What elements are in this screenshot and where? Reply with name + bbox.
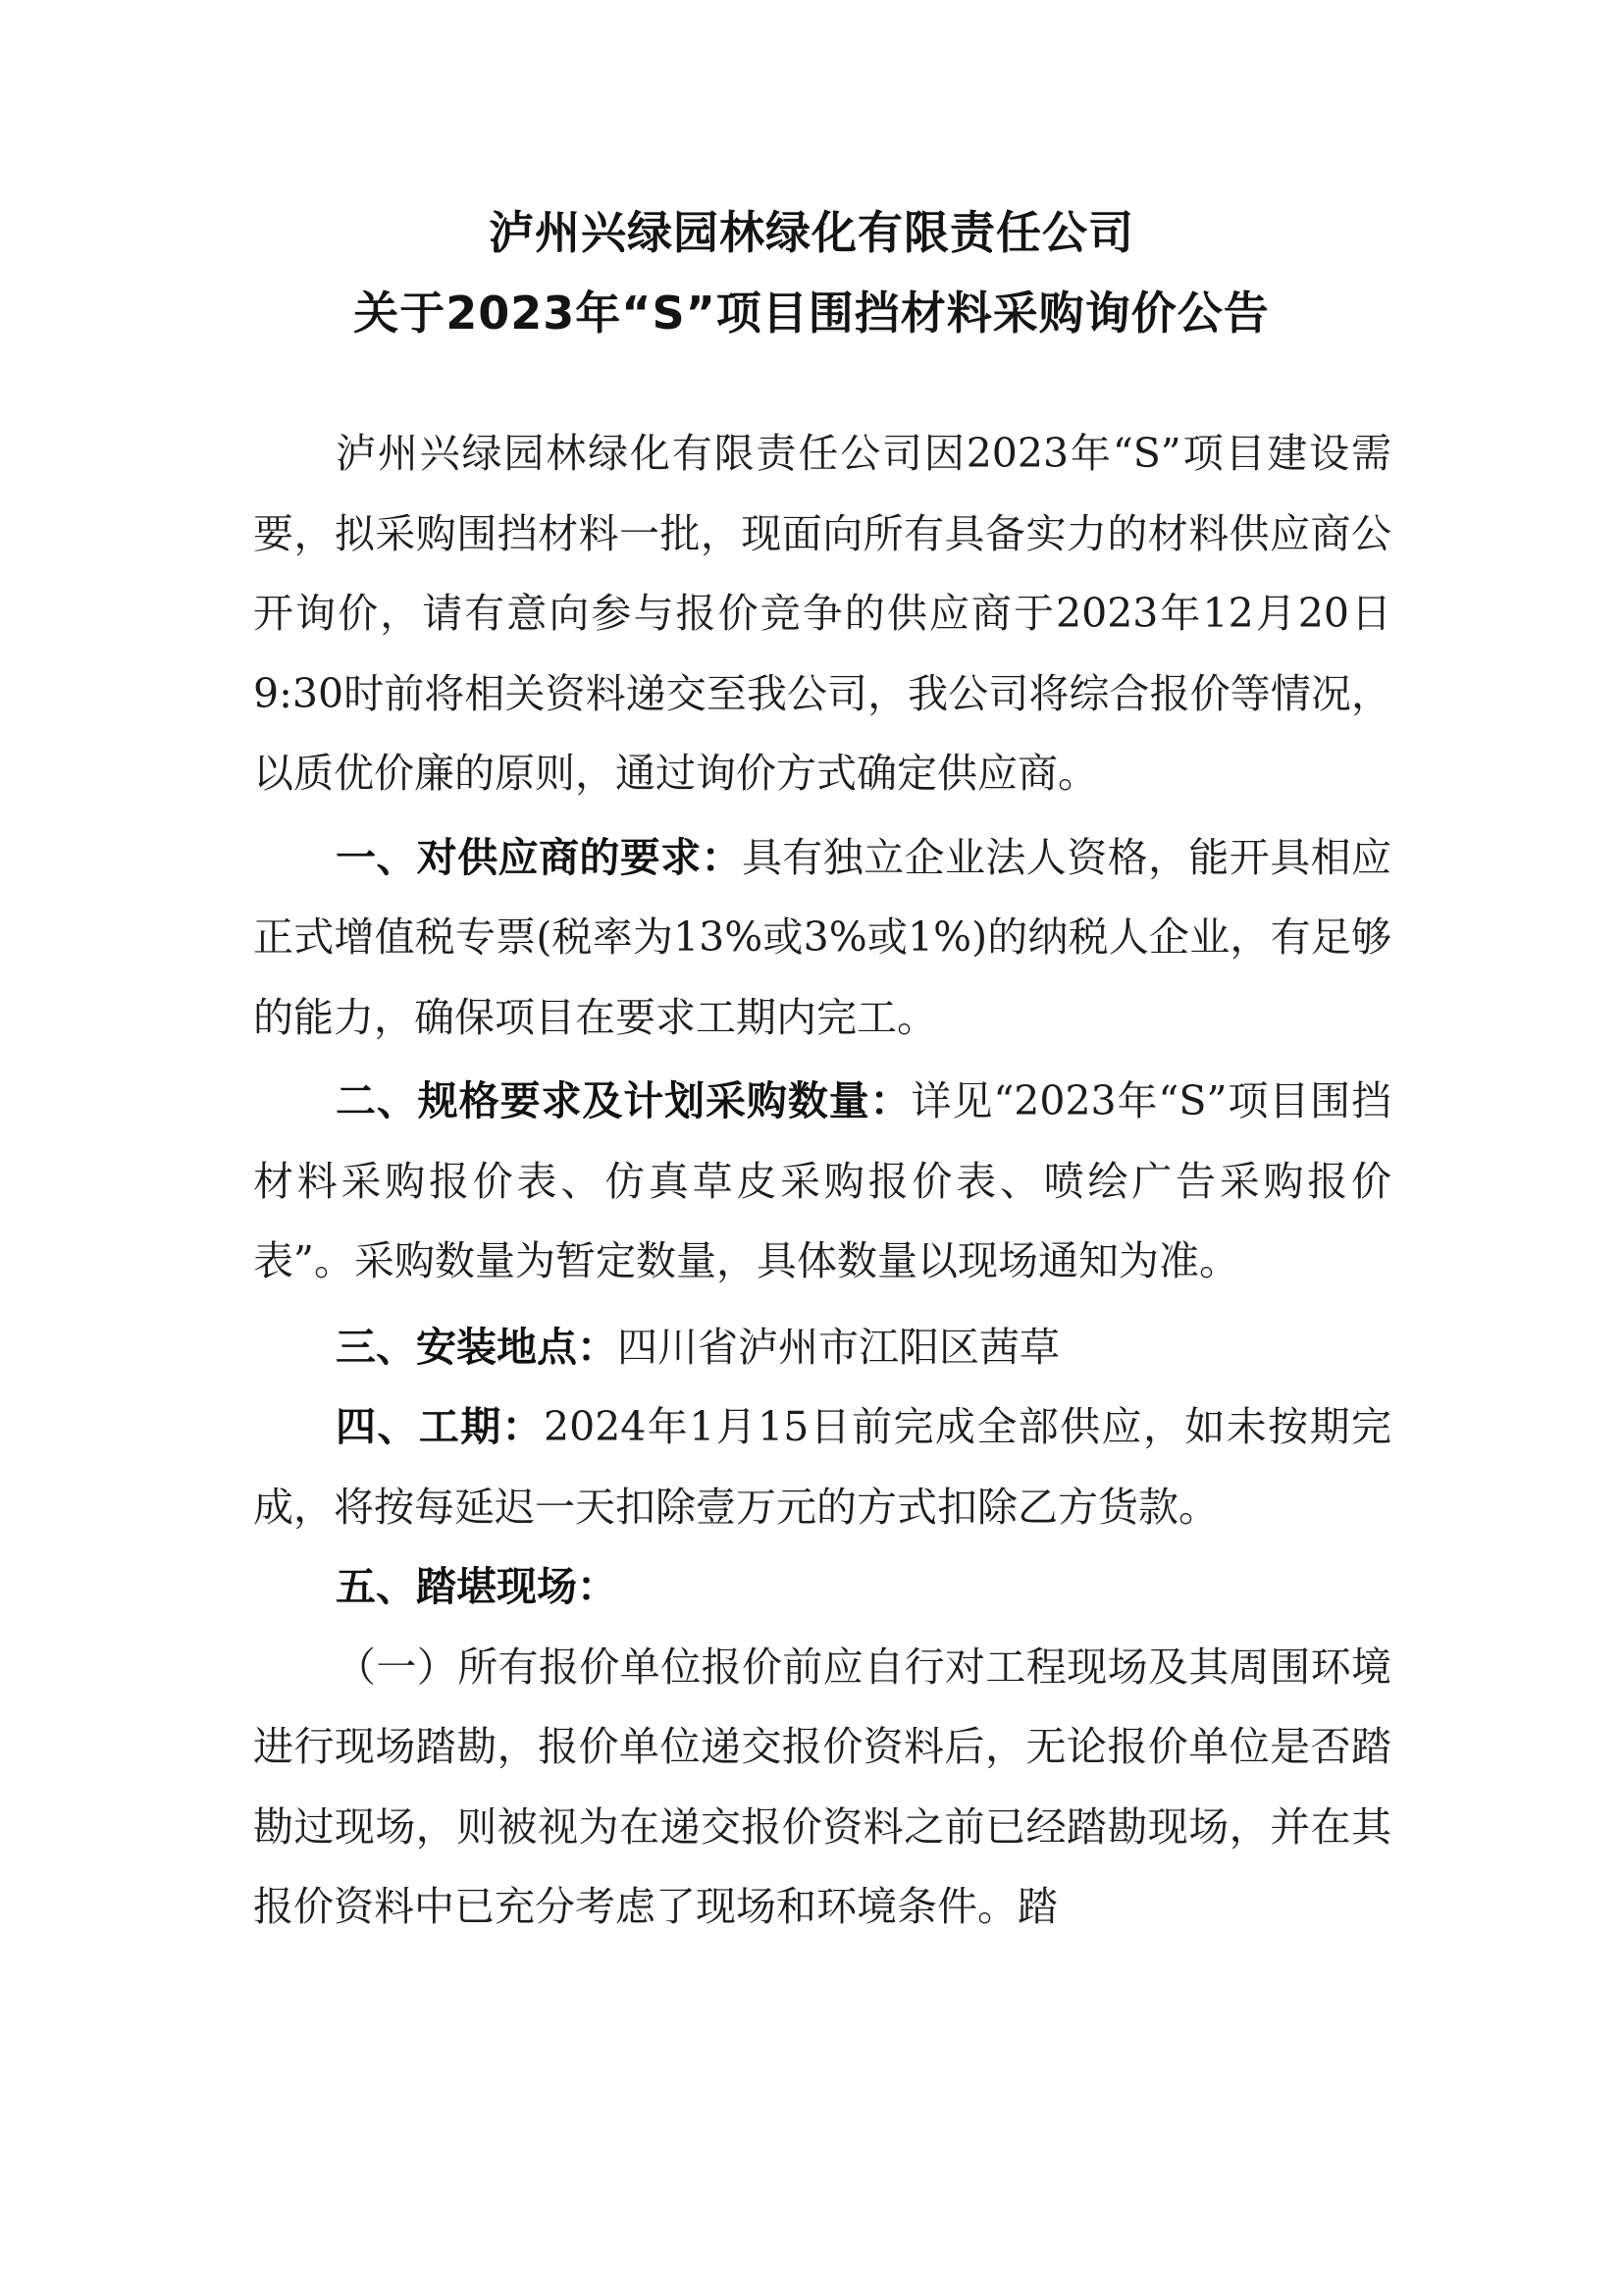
section-text: 详见“2023年“S”项目围挡材料采购报价表、仿真草皮采购报价表、喷绘广告采购报价表”。采购数量为暂定数量，具体数量以现场通知为准。 [253, 1077, 1392, 1284]
section-text: 四川省泸州市江阳区茜草 [617, 1323, 1060, 1371]
section-schedule [253, 1387, 1391, 1547]
section-requirements [253, 818, 1391, 1059]
intro-paragraph: 泸州兴绿园林绿化有限责任公司因2023年“S”项目建设需要，拟采购围挡材料一批，现面向所有具备实力的材料供应商公开询价，请有意向参与报价竞争的供应商于2023年12月20日9:30时前将相关资料递交至我公司，我公司将综合报价等情况，以质优价廉的原则，通过询价方式确定供应商。 [253, 430, 1391, 797]
section-text: 具有独立企业法人资格，能开具相应正式增值税专票(税率为13%或3%或1%)的纳税人企业，有足够的能力，确保项目在要求工期内完工。 [253, 833, 1391, 1041]
section-heading: 四、工期： [336, 1403, 545, 1450]
document-title [0, 192, 1623, 353]
section-heading: 五、踏堪现场： [336, 1563, 617, 1610]
title-line-company: 泸州兴绿园林绿化有限责任公司 [489, 206, 1134, 259]
section-location [253, 1308, 1391, 1388]
subsection-site-survey-1: （一）所有报价单位报价前应自行对工程现场及其周围环境进行现场踏勘，报价单位递交报价资料后，无论报价单位是否踏勘过现场，则被视为在递交报价资料之前已经踏勘现场，并在其报价资料中已充分考虑了现场和环境条件。踏 [253, 1643, 1391, 1930]
section-site-survey [253, 1547, 1391, 1628]
title-line-subject: 关于2023年“S”项目围挡材料采购询价公告 [353, 287, 1270, 339]
section-text: 2024年1月15日前完成全部供应，如未按期完成，将按每延迟一天扣除壹万元的方式扣除乙方货款。 [253, 1403, 1391, 1531]
document-body [253, 414, 1391, 1948]
section-heading: 二、规格要求及计划采购数量： [336, 1077, 912, 1124]
section-heading: 一、对供应商的要求： [336, 833, 742, 881]
section-heading: 三、安装地点： [336, 1323, 617, 1371]
section-specifications [253, 1062, 1391, 1302]
